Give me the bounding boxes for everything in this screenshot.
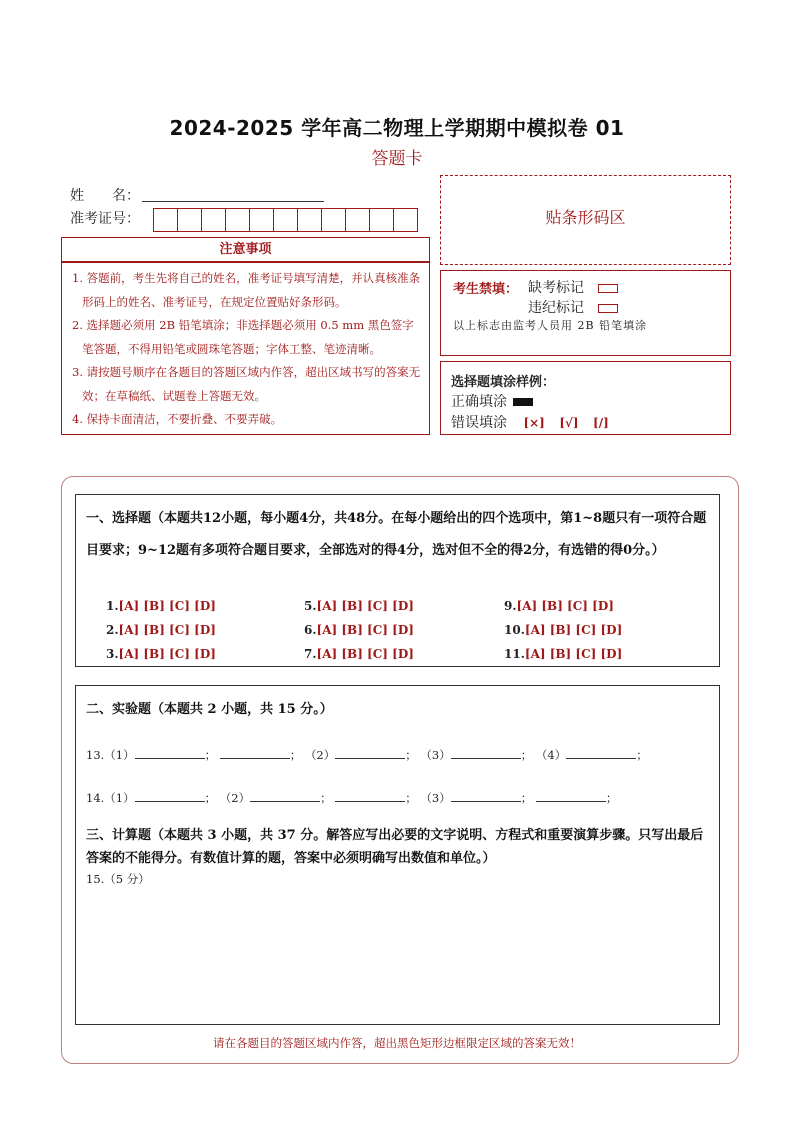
choice-row[interactable]: 5.[A] [B] [C] [D]: [304, 599, 414, 613]
answer-blank[interactable]: [135, 789, 205, 802]
name-field[interactable]: [142, 200, 324, 202]
choice-row[interactable]: 10.[A] [B] [C] [D]: [504, 623, 623, 637]
answer-blank[interactable]: [335, 746, 405, 759]
fill-sample-box: [440, 361, 731, 435]
experiment-heading: 二、实验题（本题共 2 小题，共 15 分。）: [86, 702, 333, 717]
notice-item: 1. 答题前，考生先将自己的姓名，准考证号填写清楚，并认真核准条形码上的姓名、准考证号，在规定位置贴好条形码。: [72, 271, 421, 309]
footer-warning: 请在各题目的答题区域内作答，超出黑色矩形边框限定区域的答案无效！: [213, 1036, 581, 1050]
answer-blank[interactable]: [220, 746, 290, 759]
correct-fill-label: 正确填涂: [451, 394, 507, 410]
notice-list: [61, 262, 430, 435]
id-cell[interactable]: [153, 208, 178, 232]
id-cell[interactable]: [249, 208, 274, 232]
violation-checkbox[interactable]: [598, 304, 618, 313]
id-cell[interactable]: [321, 208, 346, 232]
answer-blank[interactable]: [566, 746, 636, 759]
written-section: [75, 685, 720, 1025]
barcode-area: 贴条形码区: [440, 175, 731, 265]
choice-row[interactable]: 6.[A] [B] [C] [D]: [304, 623, 414, 637]
id-number-cells[interactable]: [154, 208, 418, 232]
id-cell[interactable]: [177, 208, 202, 232]
name-label: 姓 名：: [70, 188, 140, 204]
proctor-note: 以上标志由监考人员用 2B 铅笔填涂: [453, 319, 648, 332]
id-cell[interactable]: [273, 208, 298, 232]
answer-blank[interactable]: [250, 789, 320, 802]
absent-mark-row: [528, 277, 618, 297]
notice-heading: 注意事项: [61, 237, 430, 262]
choice-row[interactable]: 3.[A] [B] [C] [D]: [106, 647, 216, 661]
choice-row[interactable]: 2.[A] [B] [C] [D]: [106, 623, 216, 637]
absent-checkbox[interactable]: [598, 284, 618, 293]
id-label: 准考证号：: [70, 211, 140, 227]
page-subtitle: 答题卡: [371, 149, 423, 169]
calculation-heading: 三、计算题（本题共 3 小题，共 37 分。解答应写出必要的文字说明、方程式和重要演算步骤。只写出最后答案的不能得分。有数值计算的题，答案中必须明确写出数值和单位。）: [86, 828, 704, 866]
violation-mark-row: [528, 297, 618, 317]
notice-item: 3. 请按题号顺序在各题目的答题区域内作答，超出区域书写的答案无效；在草稿纸、试题卷上答题无效。: [72, 365, 421, 403]
violation-label: 违纪标记: [528, 300, 584, 316]
notice-item: 4. 保持卡面清洁，不要折叠、不要弄破。: [72, 412, 283, 426]
choice-section: [75, 494, 720, 667]
id-cell[interactable]: [225, 208, 250, 232]
choice-instruction: 一、选择题（本题共12小题，每小题4分，共48分。在每小题给出的四个选项中，第1~8题只有一项符合题目要求；9~12题有多项符合题目要求，全部选对的得4分，选对但不全的得2分，有选错的得0分。）: [86, 511, 707, 558]
wrong-mark-sample: [/]: [593, 416, 609, 430]
proctor-label: 考生禁填：: [453, 282, 519, 297]
answer-blank[interactable]: [135, 746, 205, 759]
proctor-box: [440, 270, 731, 356]
wrong-fill-row: [451, 412, 609, 432]
choice-row[interactable]: 1.[A] [B] [C] [D]: [106, 599, 216, 613]
notice-item: 2. 选择题必须用 2B 铅笔填涂；非选择题必须用 0.5 mm 黑色签字笔答题，不得用铅笔或圆珠笔答题；字体工整、笔迹清晰。: [72, 318, 414, 356]
id-cell[interactable]: [369, 208, 394, 232]
wrong-mark-sample: [√]: [559, 416, 579, 430]
id-cell[interactable]: [393, 208, 418, 232]
id-cell[interactable]: [201, 208, 226, 232]
q13-row: 13.（1） ； ； （2） ； （3） ； （4） ；: [86, 748, 648, 762]
choice-row[interactable]: 7.[A] [B] [C] [D]: [304, 647, 414, 661]
correct-fill-row: [451, 391, 533, 411]
filled-mark-sample: [513, 398, 533, 406]
answer-blank[interactable]: [335, 789, 405, 802]
answer-blank[interactable]: [451, 789, 521, 802]
wrong-mark-sample: [×]: [523, 416, 545, 430]
fill-sample-title: 选择题填涂样例：: [451, 375, 556, 390]
answer-blank[interactable]: [451, 746, 521, 759]
choice-row[interactable]: 11.[A] [B] [C] [D]: [504, 647, 623, 661]
q15-label: 15.（5 分）: [86, 872, 150, 886]
choice-row[interactable]: 9.[A] [B] [C] [D]: [504, 599, 614, 613]
absent-label: 缺考标记: [528, 280, 584, 296]
wrong-fill-label: 错误填涂: [451, 415, 507, 431]
q14-row: 14.（1） ； （2） ； ； （3） ； ；: [86, 791, 618, 805]
page-title: 2024-2025 学年高二物理上学期期中模拟卷 01: [169, 116, 625, 140]
id-cell[interactable]: [345, 208, 370, 232]
answer-blank[interactable]: [536, 789, 606, 802]
id-cell[interactable]: [297, 208, 322, 232]
q15-answer-area[interactable]: [86, 891, 706, 1016]
